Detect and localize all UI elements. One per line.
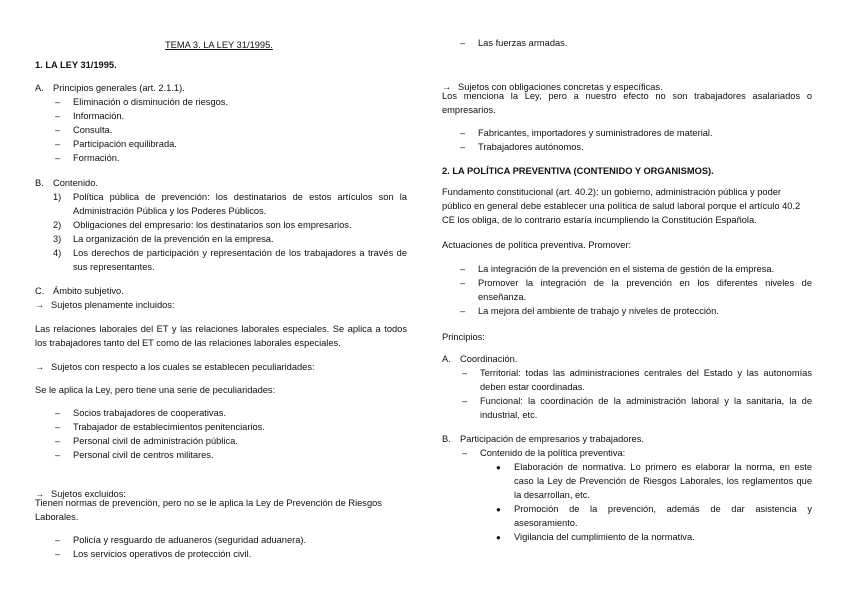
list-marker: B.: [442, 434, 451, 444]
dash-marker: –: [460, 305, 466, 316]
list-item: La organización de la prevención en la empresa.: [73, 233, 274, 244]
excluidos-list: [35, 534, 407, 562]
section-heading-2: 2. LA POLÍTICA PREVENTIVA (CONTENIDO Y ORGANISMOS).: [442, 166, 714, 176]
list-item: Eliminación o disminución de riesgos.: [73, 96, 229, 107]
dash-marker: –: [462, 395, 468, 406]
dash-marker: –: [55, 421, 61, 432]
list-marker: A.: [35, 83, 44, 93]
contenido-list: [35, 177, 407, 275]
arrow-icon: →: [35, 362, 45, 372]
dash-marker: –: [55, 110, 61, 121]
paragraph: Se le aplica la Ley, pero tiene una serie de peculiaridades:: [35, 385, 276, 395]
dash-marker: –: [460, 141, 466, 152]
list-item: Contenido de la política preventiva:: [480, 447, 626, 458]
list-item: Política pública de prevención: los destinatarios de estos artículos son la Administración Pública y los Poderes Públicos.: [73, 191, 407, 216]
dash-marker: –: [460, 277, 466, 288]
list-item: Socios trabajadores de cooperativas.: [73, 408, 226, 418]
bullet-icon: ●: [496, 504, 501, 514]
list-item: Personal civil de centros militares.: [73, 449, 214, 460]
list-item: Los derechos de participación y representación de los trabajadores a través de sus representantes.: [73, 247, 407, 272]
paragraph: Los menciona la Ley, pero a nuestro efecto no son trabajadores asalariados o empresarios.: [442, 91, 812, 115]
list-item: Consulta.: [73, 124, 113, 135]
number-marker: 4): [53, 247, 62, 258]
list-label: Coordinación.: [460, 354, 518, 364]
subsection-label: Sujetos plenamente incluidos:: [51, 299, 175, 310]
paragraph: Principios:: [442, 332, 485, 342]
dash-marker: –: [55, 408, 61, 418]
dash-marker: –: [462, 447, 468, 458]
bullet-icon: ●: [496, 532, 501, 542]
list-label: Participación de empresarios y trabajadores.: [460, 434, 644, 444]
list-marker: C.: [35, 286, 45, 296]
section-heading-1: 1. LA LEY 31/1995.: [35, 60, 117, 70]
obligaciones-list: [442, 127, 812, 155]
subsection-label: Sujetos con respecto a los cuales se establecen peculiaridades:: [51, 362, 315, 372]
bullet-icon: ●: [496, 462, 501, 472]
paragraph: Tienen normas de prevención, pero no se le aplica la Ley de Prevención de Riesgos Laborales.: [35, 498, 382, 522]
peculiaridades-list: [35, 407, 407, 463]
list-marker: B.: [35, 178, 44, 188]
paragraph: Fundamento constitucional (art. 40.2): un gobierno, administración pública y poder público en general debe establecer una política de salud laboral porque el artículo 40.2 CE los obliga, de lo contrario estaría incumpliendo la Constitución Española.: [442, 187, 801, 225]
dash-marker: –: [55, 435, 61, 446]
list-marker: A.: [442, 354, 451, 364]
list-item: Promoción de la prevención, además de dar asistencia y asesoramiento.: [514, 503, 812, 528]
dash-marker: –: [460, 264, 466, 274]
dash-marker: –: [55, 535, 61, 545]
list-label: Principios generales (art. 2.1.1).: [53, 83, 185, 93]
list-item: Fabricantes, importadores y suministradores de material.: [478, 128, 713, 138]
list-item: Las fuerzas armadas.: [478, 38, 568, 48]
subsection-label: Sujetos con obligaciones concretas y específicas.: [458, 81, 663, 92]
paragraph: Actuaciones de política preventiva. Promover:: [442, 240, 632, 250]
document-title: TEMA 3. LA LEY 31/1995.: [165, 40, 273, 50]
list-item: Trabajador de establecimientos penitenciarios.: [73, 421, 265, 432]
dash-marker: –: [55, 124, 61, 135]
subsection-peculiaridades: [35, 361, 407, 375]
list-item: Trabajadores autónomos.: [478, 141, 584, 152]
subsection-label: Sujetos excluidos:: [51, 488, 126, 499]
dash-marker: –: [55, 138, 61, 149]
dash-marker: –: [55, 96, 61, 107]
list-label: Contenido.: [53, 178, 98, 188]
participacion-list: [442, 433, 812, 545]
number-marker: 1): [53, 191, 62, 202]
actuaciones-list: [442, 263, 812, 319]
list-item: La mejora del ambiente de trabajo y niveles de protección.: [478, 305, 719, 316]
paragraph: Las relaciones laborales del ET y las relaciones laborales especiales. Se aplica a todos los trabajadores tanto del ET como de las relaciones laborales especiales.: [35, 324, 407, 348]
dash-marker: –: [55, 548, 61, 559]
list-item: Los servicios operativos de protección civil.: [73, 548, 252, 559]
list-item: Promover la integración de la prevención en los diferentes niveles de enseñanza.: [478, 277, 812, 302]
dash-marker: –: [460, 128, 466, 138]
ambito-subjetivo: [35, 285, 407, 313]
list-item-top: [442, 37, 812, 51]
coordinacion-list: [442, 353, 812, 423]
dash-marker: –: [460, 38, 466, 48]
list-item: Vigilancia del cumplimiento de la normativa.: [514, 531, 695, 542]
list-label: Ámbito subjetivo.: [53, 286, 124, 296]
principios-generales-list: [35, 82, 407, 166]
arrow-icon: →: [35, 488, 45, 499]
arrow-icon: →: [442, 81, 452, 92]
dash-marker: –: [55, 152, 61, 163]
dash-marker: –: [462, 367, 468, 378]
list-item: Participación equilibrada.: [73, 138, 177, 149]
dash-marker: –: [55, 449, 61, 460]
list-item: Obligaciones del empresario: los destinatarios son los empresarios.: [73, 219, 352, 230]
list-item: La integración de la prevención en el sistema de gestión de la empresa.: [478, 264, 775, 274]
list-item: Información.: [73, 110, 125, 121]
right-column: [442, 0, 812, 542]
list-item: Funcional: la coordinación de la administración laboral y la sanitaria, la de industrial, etc.: [480, 395, 812, 420]
list-item: Policía y resguardo de aduaneros (seguridad aduanera).: [73, 535, 307, 545]
number-marker: 2): [53, 219, 62, 230]
number-marker: 3): [53, 233, 62, 244]
list-item: Elaboración de normativa. Lo primero es elaborar la norma, en este caso la Ley de Prevención de Riesgos Laborales, los reglamentos que la desarrollan, etc.: [514, 461, 812, 500]
list-item: Personal civil de administración pública.: [73, 435, 238, 446]
list-item: Territorial: todas las administraciones centrales del Estado y las autonomías deben estar coordinadas.: [480, 367, 812, 392]
list-item: Formación.: [73, 152, 120, 163]
arrow-icon: →: [35, 299, 45, 310]
